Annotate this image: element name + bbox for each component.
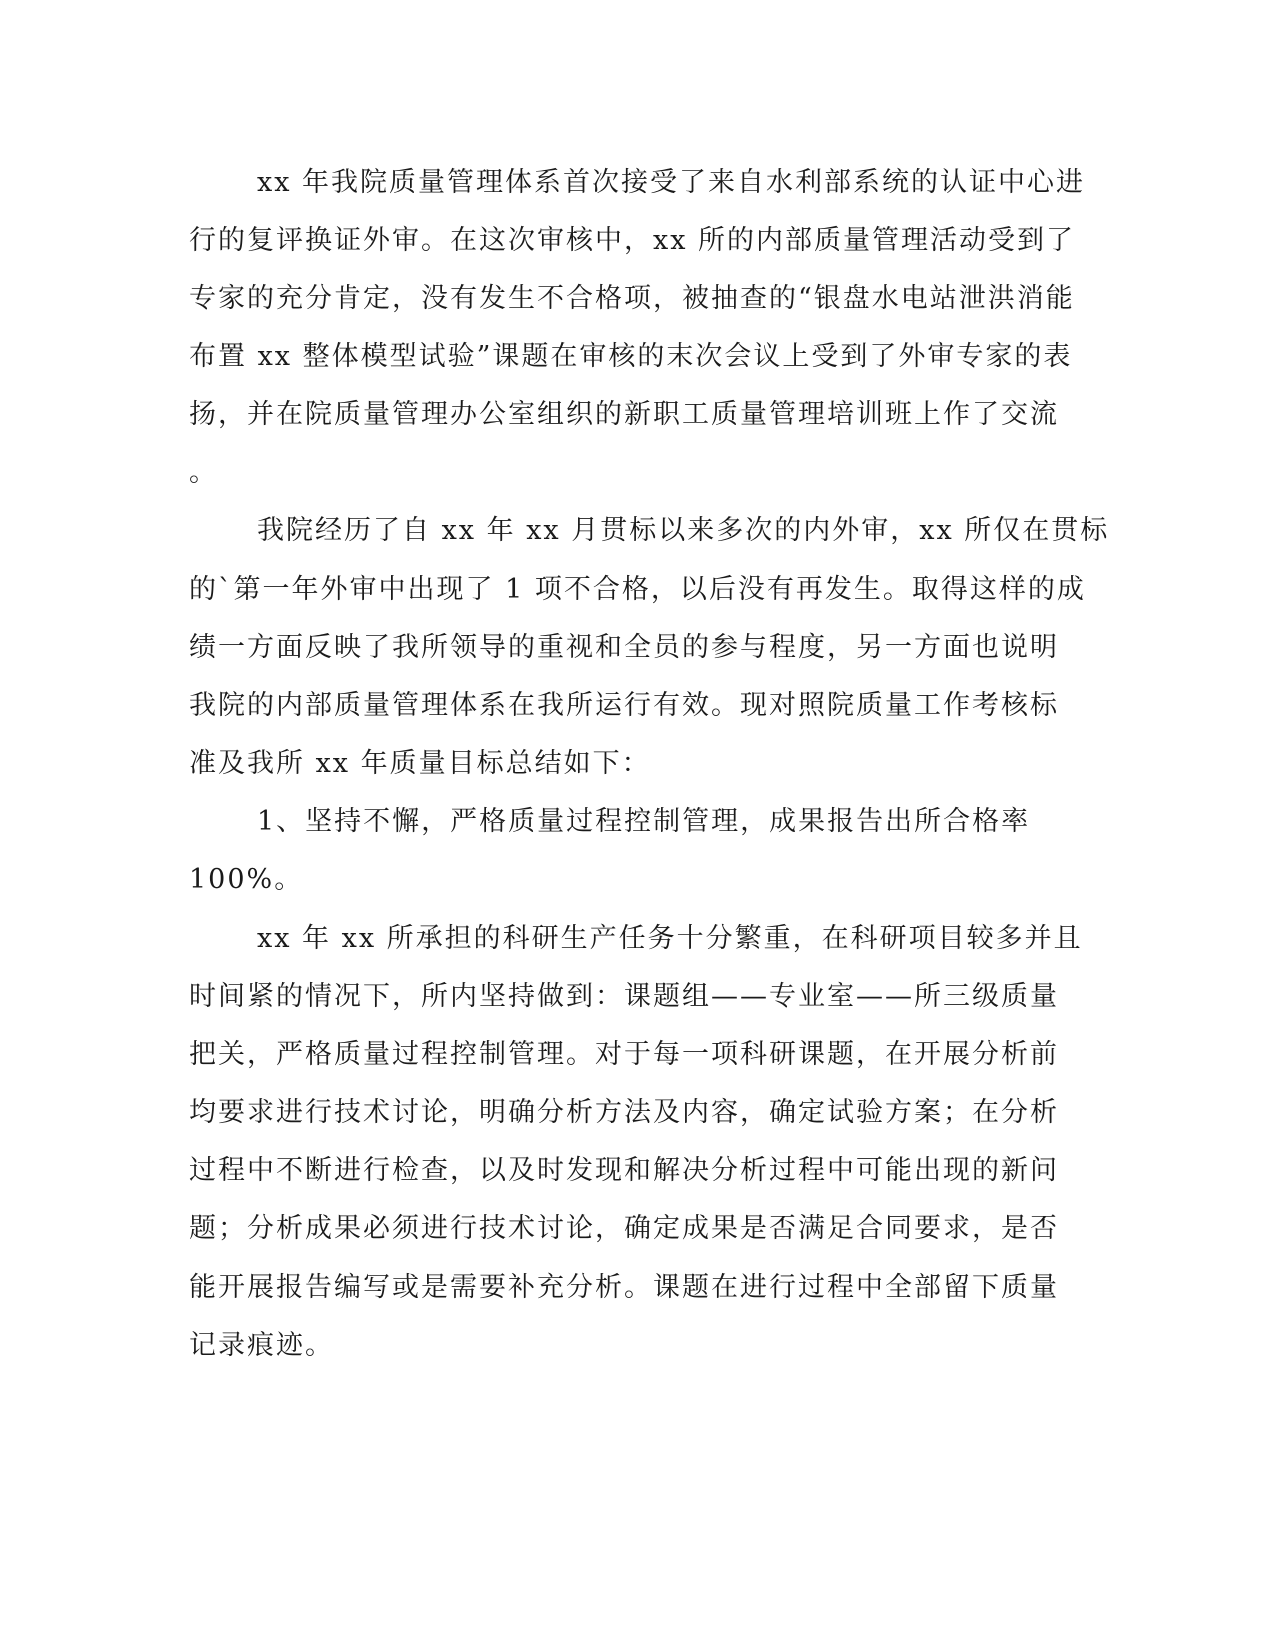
text-line: xx 年 xx 所承担的科研生产任务十分繁重，在科研项目较多并且 [257, 923, 1083, 954]
text-line: 专家的充分肯定，没有发生不合格项，被抽查的“银盘水电站泄洪消能 [189, 283, 1075, 314]
text-line: 扬，并在院质量管理办公室组织的新职工质量管理培训班上作了交流 [189, 399, 1059, 430]
text-line: 能开展报告编写或是需要补充分析。课题在进行过程中全部留下质量 [189, 1272, 1059, 1303]
text-line: 我院的内部质量管理体系在我所运行有效。现对照院质量工作考核标 [189, 690, 1059, 721]
text-line: 布置 xx 整体模型试验”课题在审核的末次会议上受到了外审专家的表 [189, 341, 1073, 372]
text-line: 100%。 [189, 864, 304, 895]
text-line: 把关，严格质量过程控制管理。对于每一项科研课题，在开展分析前 [189, 1039, 1059, 1070]
text-line: 准及我所 xx 年质量目标总结如下： [189, 748, 651, 779]
text-line: 的`第一年外审中出现了 1 项不合格，以后没有再发生。取得这样的成 [189, 574, 1086, 605]
text-line: 我院经历了自 xx 年 xx 月贯标以来多次的内外审，xx 所仅在贯标 [257, 515, 1110, 546]
text-line: 时间紧的情况下，所内坚持做到：课题组——专业室——所三级质量 [189, 981, 1059, 1012]
text-line: xx 年我院质量管理体系首次接受了来自水利部系统的认证中心进 [257, 167, 1086, 198]
text-line: 行的复评换证外审。在这次审核中，xx 所的内部质量管理活动受到了 [189, 225, 1076, 256]
text-line: 过程中不断进行检查，以及时发现和解决分析过程中可能出现的新问 [189, 1155, 1059, 1186]
text-line: 记录痕迹。 [189, 1330, 334, 1361]
text-line: 均要求进行技术讨论，明确分析方法及内容，确定试验方案；在分析 [189, 1097, 1059, 1128]
text-line: 。 [189, 457, 218, 488]
text-line: 1、坚持不懈，严格质量过程控制管理，成果报告出所合格率 [257, 806, 1031, 837]
text-line: 题；分析成果必须进行技术讨论，确定成果是否满足合同要求，是否 [189, 1213, 1059, 1244]
text-line: 绩一方面反映了我所领导的重视和全员的参与程度，另一方面也说明 [189, 632, 1059, 663]
